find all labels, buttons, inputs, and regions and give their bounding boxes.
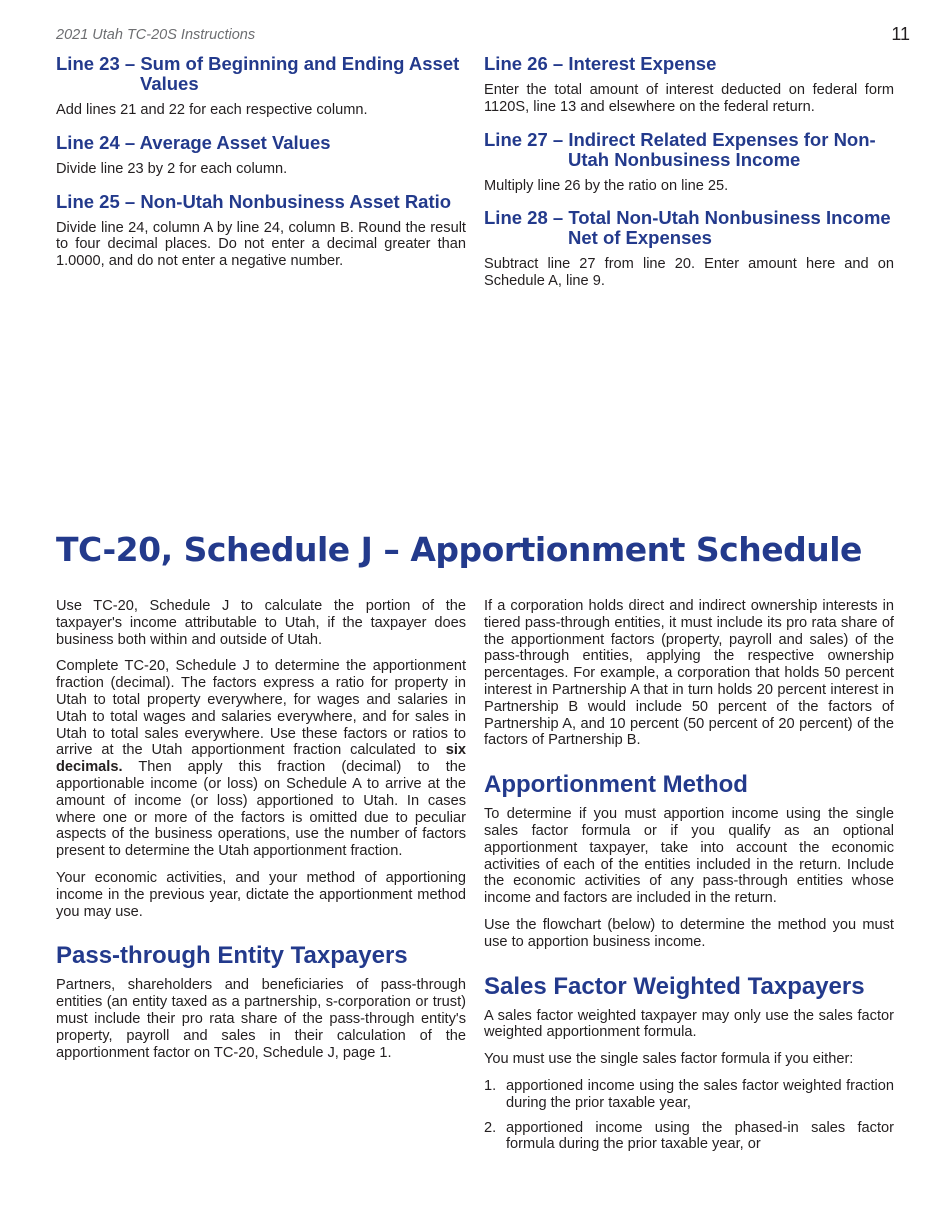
intro-paragraph: Use TC-20, Schedule J to calculate the portion of the taxpayer's income attributable to Utah, if the taxpayer does business both within and outside of Utah. (56, 598, 466, 648)
schedule-j-title: TC-20, Schedule J – Apportionment Schedule (56, 530, 862, 569)
line-27-body: Multiply line 26 by the ratio on line 25. (484, 177, 729, 194)
top-left-column (56, 54, 466, 284)
line-28-body: Subtract line 27 from line 20. Enter amount here and on Schedule A, line 9. (484, 256, 894, 290)
apportionment-method-paragraph: To determine if you must apportion income using the single sales factor formula or if you qualify as an optional apportionment taxpayer, take into account the economic activities of each of the entities included in the return. Include the economic activities of any pass-through entities whose income and factors are included in the return. (484, 806, 894, 907)
line-25-body: Divide line 24, column A by line 24, column B. Round the result to four decimal places. Do not enter a decimal greater than 1.0000, and do not enter a negative number. (56, 219, 466, 270)
sales-factor-paragraph: A sales factor weighted taxpayer may only use the sales factor weighted apportionment formula. (484, 1007, 894, 1041)
line-23-body: Add lines 21 and 22 for each respective column. (56, 102, 368, 118)
line-23-section (56, 54, 466, 119)
fraction-text-end: Then apply this fraction (decimal) to the apportionable income (or loss) on Schedule A to arrive at the amount of income (or loss) apportioned to Utah. In cases where one or more of the factors is omitted due to peculiar aspects of the business operations, use the number of factors present to determine the Utah apportionment fraction. (56, 759, 466, 860)
line-28-section (484, 208, 894, 290)
line-28-heading: Line 28 – Total Non-Utah Nonbusiness Income Net of Expenses (484, 207, 891, 249)
line-26-section (484, 54, 894, 116)
line-26-heading: Line 26 – Interest Expense (484, 53, 717, 74)
single-sales-factor-paragraph: You must use the single sales factor formula if you either: (484, 1051, 854, 1068)
list-item-number: 2. (484, 1119, 497, 1136)
pass-through-heading: Pass-through Entity Taxpayers (56, 942, 408, 970)
list-item (484, 1078, 894, 1112)
pass-through-paragraph: Partners, shareholders and beneficiaries of pass-through entities (an entity taxed as a partnership, s-corporation or trust) must include their pro rata share of the pass-through entity's property, payroll and sales in their calculation of the apportionment factor on TC-20, Schedule J, page 1. (56, 977, 466, 1061)
flowchart-paragraph: Use the flowchart (below) to determine the method you must use to apportion business income. (484, 916, 894, 950)
line-27-section (484, 130, 894, 195)
list-item (484, 1120, 894, 1154)
six-decimals-emphasis: six decimals. (56, 742, 466, 776)
line-25-section (56, 192, 466, 270)
page-number: 11 (891, 24, 910, 44)
line-26-body: Enter the total amount of interest deducted on federal form 1120S, line 13 and elsewhere on the federal return. (484, 82, 894, 115)
list-item-text: apportioned income using the sales factor weighted fraction during the prior taxable year, (506, 1077, 894, 1111)
line-27-heading: Line 27 – Indirect Related Expenses for Non-Utah Nonbusiness Income (484, 128, 876, 170)
tiered-entities-paragraph: If a corporation holds direct and indirect ownership interests in tiered pass-through entities, it must include its pro rata share of the apportionment factors (property, payroll and sales) of the pass-through entities, applying the respective ownership percentages. For example, a corporation that holds 50 percent interest in Partnership A that in turn holds 20 percent interest in Partnership B would include 50 percent of the factors of Partnership A, and 10 percent (50 percent of 20 percent) of the factors of Partnership B. (484, 598, 894, 749)
list-item-text: apportioned income using the phased-in sales factor formula during the prior taxable year, or (506, 1119, 894, 1153)
apportionment-fraction-paragraph (56, 658, 466, 860)
list-item-number: 1. (484, 1077, 497, 1094)
line-24-body: Divide line 23 by 2 for each column. (56, 160, 288, 177)
line-24-heading: Line 24 – Average Asset Values (56, 131, 331, 153)
schedule-j-left-column (56, 598, 466, 1075)
apportionment-method-heading: Apportionment Method (484, 771, 748, 799)
schedule-j-right-column (484, 598, 894, 1161)
line-24-section (56, 133, 466, 178)
fraction-text-start: Complete TC-20, Schedule J to determine the apportionment fraction (decimal). The factors express a ratio for property in Utah to total property everywhere, for wages and salaries in Utah to total wages and salaries everywhere, and for sales in Utah to total sales everywhere. Use these factors or ratios to arrive at the Utah apportionment fraction calculated to (56, 658, 466, 759)
top-right-column (484, 54, 894, 304)
line-25-heading: Line 25 – Non-Utah Nonbusiness Asset Ratio (56, 190, 452, 212)
economic-activities-paragraph: Your economic activities, and your method of apportioning income in the previous year, dictate the apportionment method you may use. (56, 869, 466, 920)
running-header: 2021 Utah TC-20S Instructions (56, 27, 256, 43)
line-23-heading: Line 23 – Sum of Beginning and Ending Asset Values (56, 53, 460, 94)
sales-factor-heading: Sales Factor Weighted Taxpayers (484, 972, 865, 1000)
conditions-list (484, 1078, 894, 1153)
